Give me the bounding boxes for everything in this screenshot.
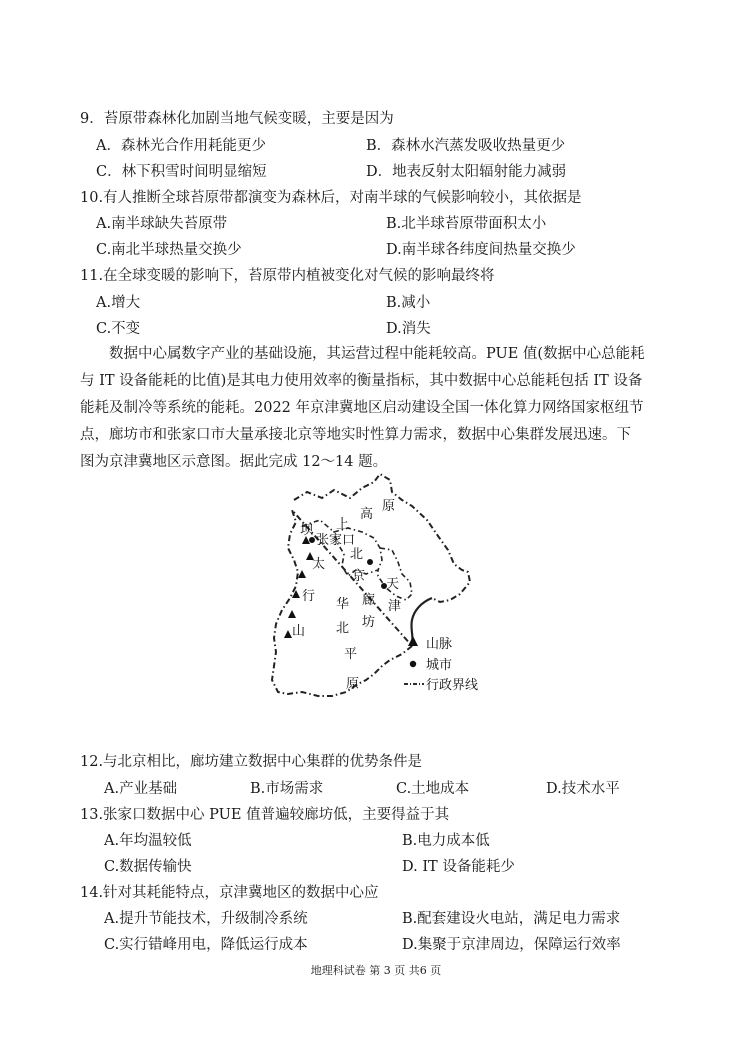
q11-option-c: C.不变 xyxy=(96,321,141,337)
passage-line-5: 图为京津冀地区示意图。据此完成 12～14 题。 xyxy=(80,454,388,470)
map-label-gao: 高 xyxy=(360,507,374,522)
reading-passage xyxy=(80,341,680,476)
beijing-city-dot xyxy=(367,559,373,565)
q11-option-a: A.增大 xyxy=(96,295,141,311)
q13-option-d: D. IT 设备能耗少 xyxy=(402,859,515,875)
map-label-shan: 山 xyxy=(292,624,306,639)
legend-mountain-icon xyxy=(408,636,418,646)
question-13-stem: 13.张家口数据中心 PUE 值普遍较廊坊低，主要得益于其 xyxy=(80,807,450,823)
q11-option-d: D.消失 xyxy=(386,321,431,337)
question-10-stem: 10.有人推断全球苔原带都演变为森林后，对南半球的气候影响较小，其依据是 xyxy=(80,190,582,206)
q12-option-a: A.产业基础 xyxy=(104,781,178,797)
q11-option-b: B.减小 xyxy=(386,295,431,311)
passage-line-4: 点，廊坊市和张家口市大量承接北京等地实时性算力需求，数据中心集群发展迅速。下 xyxy=(80,427,631,443)
map-label-yuan: 原 xyxy=(382,499,396,514)
map-label-ping: 平 xyxy=(344,647,358,662)
legend-city-label: 城市 xyxy=(426,658,453,673)
map-label-xing: 行 xyxy=(302,589,316,604)
question-12-stem: 12.与北京相比，廊坊建立数据中心集群的优势条件是 xyxy=(80,754,423,770)
question-11-stem: 11.在全球变暖的影响下，苔原带内植被变化对气候的影响最终将 xyxy=(80,268,495,284)
q14-option-a: A.提升节能技术，升级制冷系统 xyxy=(104,911,308,927)
q12-option-b: B.市场需求 xyxy=(250,781,324,797)
map-label-jin: 津 xyxy=(388,599,402,614)
q9-option-c: C．林下积雪时间明显缩短 xyxy=(96,164,267,180)
q14-option-c: C.实行错峰用电，降低运行成本 xyxy=(104,937,308,953)
q14-option-d: D.集聚于京津周边，保障运行效率 xyxy=(402,937,621,953)
map-label-tai: 太 xyxy=(312,557,326,572)
mountain-icon xyxy=(284,536,314,638)
map-label-shang: 上 xyxy=(336,517,350,532)
map-label-yuan2: 原 xyxy=(346,677,360,692)
map-label-bei: 北 xyxy=(350,547,364,562)
map-label-bei2: 北 xyxy=(336,621,350,636)
passage-line-1: 数据中心属数字产业的基础设施，其运营过程中能耗较高。PUE 值(数据中心总能耗 xyxy=(109,346,645,362)
question-14-stem: 14.针对其耗能特点，京津冀地区的数据中心应 xyxy=(80,885,379,901)
page-footer: 地理科试卷 第 3 页 共6 页 xyxy=(310,964,442,977)
q14-option-b: B.配套建设火电站，满足电力需求 xyxy=(402,911,621,927)
map-label-zhangjiakou: 张家口 xyxy=(316,533,356,548)
q9-option-a: A．森林光合作用耗能更少 xyxy=(96,138,266,154)
map-label-hua: 华 xyxy=(336,597,350,612)
q10-option-d: D.南半球各纬度间热量交换少 xyxy=(386,242,576,258)
map-label-tian: 天 xyxy=(386,577,400,592)
passage-line-3: 能耗及制冷等系统的能耗。2022 年京津冀地区启动建设全国一体化算力网络国家枢纽节 xyxy=(80,400,644,416)
q10-option-c: C.南北半球热量交换少 xyxy=(96,242,242,258)
q9-option-b: B．森林水汽蒸发吸收热量更少 xyxy=(366,138,566,154)
q9-option-d: D．地表反射太阳辐射能力减弱 xyxy=(366,164,567,180)
map-legend xyxy=(404,636,478,693)
map-label-lang: 廊 xyxy=(362,593,376,608)
q12-option-c: C.土地成本 xyxy=(396,781,470,797)
map-label-jing: 京 xyxy=(352,569,366,584)
q13-option-c: C.数据传输快 xyxy=(104,859,192,875)
q10-option-a: A.南半球缺失苔原带 xyxy=(96,216,228,232)
jingjinji-map xyxy=(262,470,502,710)
question-9-stem: 9．苔原带森林化加剧当地气候变暖，主要是因为 xyxy=(80,111,394,127)
legend-mountain-label: 山脉 xyxy=(426,637,453,652)
q12-option-d: D.技术水平 xyxy=(546,781,620,797)
q13-option-b: B.电力成本低 xyxy=(402,833,490,849)
q10-option-b: B.北半球苔原带面积太小 xyxy=(386,216,547,232)
tianjin-boundary xyxy=(378,548,412,600)
passage-line-2: 与 IT 设备能耗的比值)是其电力使用效率的衡量指标，其中数据中心总能耗包括 IT 设备 xyxy=(80,373,643,389)
legend-boundary-label: 行政界线 xyxy=(426,678,479,693)
q13-option-a: A.年均温较低 xyxy=(104,833,192,849)
legend-city-icon xyxy=(410,661,416,667)
map-label-fang: 坊 xyxy=(362,615,376,630)
map-label-ba: 坝 xyxy=(300,523,314,538)
